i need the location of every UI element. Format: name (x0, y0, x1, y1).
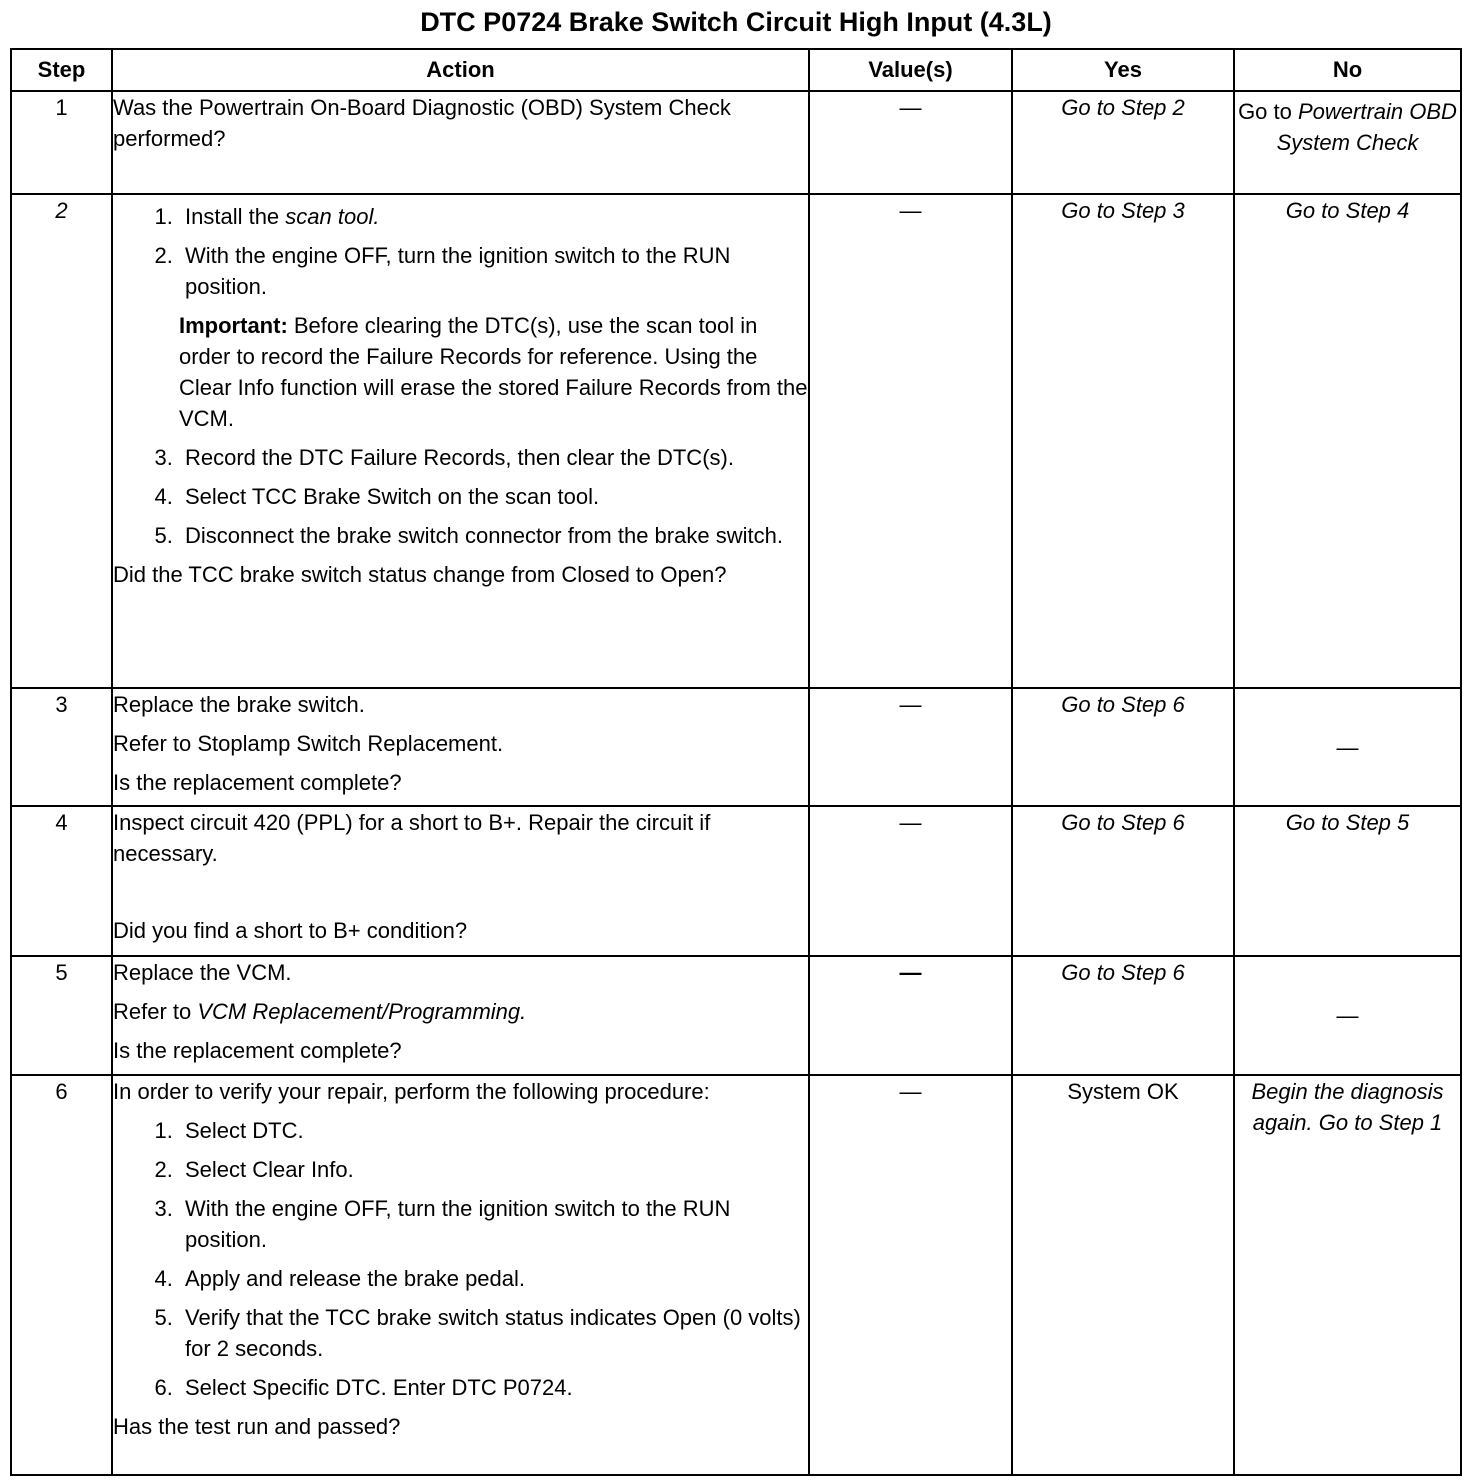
action-line: Replace the brake switch. (113, 692, 365, 717)
item-link: scan tool. (285, 204, 380, 229)
list-item: 3. Record the DTC Failure Records, then clear the DTC(s). (179, 442, 808, 473)
table-row (11, 806, 1461, 956)
no-prefix: Go to (1238, 99, 1298, 124)
action-cell (112, 688, 809, 806)
header-action: Action (112, 49, 809, 91)
action-line: Refer to Stoplamp Switch Replacement. (113, 731, 504, 756)
table-row (11, 194, 1461, 688)
value-cell: — (809, 688, 1012, 806)
header-values: Value(s) (809, 49, 1012, 91)
no-cell: Begin the diagnosis again. Go to Step 1 (1234, 1075, 1461, 1475)
value-cell: — (809, 91, 1012, 194)
action-question: Did the TCC brake switch status change from Closed to Open? (113, 562, 727, 587)
yes-cell: Go to Step 6 (1012, 956, 1234, 1075)
action-line: Inspect circuit 420 (PPL) for a short to B+. Repair the circuit if necessary. (113, 810, 711, 866)
table-row (11, 1075, 1461, 1475)
action-cell (112, 194, 809, 688)
refer-prefix: Refer to (113, 999, 198, 1024)
no-cell: Go to Step 4 (1234, 194, 1461, 688)
no-cell: — (1234, 956, 1461, 1075)
important-label: Important: (179, 313, 288, 338)
list-item: 6. Select Specific DTC. Enter DTC P0724. (179, 1372, 808, 1403)
page-title: DTC P0724 Brake Switch Circuit High Input (4.3L) (420, 7, 1052, 37)
refer-link: VCM Replacement/Programming. (197, 999, 527, 1024)
no-cell: Go to Step 5 (1234, 806, 1461, 956)
list-item: 2. Select Clear Info. (179, 1154, 808, 1185)
step-number: 2 (11, 194, 112, 688)
value-cell: — (809, 956, 1012, 1075)
yes-cell: Go to Step 3 (1012, 194, 1234, 688)
value-cell: — (809, 806, 1012, 956)
yes-cell: Go to Step 6 (1012, 806, 1234, 956)
no-link: Powertrain OBD System Check (1276, 99, 1457, 155)
step-list (113, 201, 808, 302)
step-number: 4 (11, 806, 112, 956)
list-item: 2. With the engine OFF, turn the ignition switch to the RUN position. (179, 240, 808, 302)
table-header-row (11, 49, 1461, 91)
step-number: 5 (11, 956, 112, 1075)
yes-cell: Go to Step 6 (1012, 688, 1234, 806)
item-text: Install the (185, 204, 286, 229)
action-line (113, 996, 808, 1027)
no-cell: — (1234, 688, 1461, 806)
value-cell: — (809, 194, 1012, 688)
table-row (11, 956, 1461, 1075)
no-cell (1234, 91, 1461, 194)
action-line: Replace the VCM. (113, 960, 292, 985)
important-text: Before clearing the DTC(s), use the scan tool in order to record the Failure Records for reference. Using the Clear Info function will erase the stored Failure Records from the VCM. (179, 313, 808, 431)
action-cell (112, 956, 809, 1075)
step-number: 6 (11, 1075, 112, 1475)
action-question: Is the replacement complete? (113, 770, 402, 795)
list-item: 4. Apply and release the brake pedal. (179, 1263, 808, 1294)
header-step: Step (11, 49, 112, 91)
list-item (179, 201, 808, 232)
header-yes: Yes (1012, 49, 1234, 91)
table-row (11, 91, 1461, 194)
step-list (113, 1115, 808, 1403)
step-number: 1 (11, 91, 112, 194)
table-row (11, 688, 1461, 806)
action-question: Did you find a short to B+ condition? (113, 918, 468, 943)
step-number: 3 (11, 688, 112, 806)
action-intro: In order to verify your repair, perform the following procedure: (113, 1079, 710, 1104)
value-cell: — (809, 1075, 1012, 1475)
diagnostic-table (10, 48, 1462, 1476)
action-question: Is the replacement complete? (113, 1038, 402, 1063)
header-no: No (1234, 49, 1461, 91)
step-list (113, 442, 808, 551)
list-item: 3. With the engine OFF, turn the ignition switch to the RUN position. (179, 1193, 808, 1255)
important-note (179, 310, 808, 434)
action-cell (112, 1075, 809, 1475)
yes-cell: Go to Step 2 (1012, 91, 1234, 194)
action-question: Has the test run and passed? (113, 1414, 401, 1439)
action-question: Was the Powertrain On-Board Diagnostic (OBD) System Check performed? (113, 95, 731, 151)
action-cell (112, 91, 809, 194)
yes-cell: System OK (1012, 1075, 1234, 1475)
action-cell (112, 806, 809, 956)
list-item: 4. Select TCC Brake Switch on the scan tool. (179, 481, 808, 512)
list-item: 5. Verify that the TCC brake switch status indicates Open (0 volts) for 2 seconds. (179, 1302, 808, 1364)
list-item: 5. Disconnect the brake switch connector from the brake switch. (179, 520, 808, 551)
list-item: 1. Select DTC. (179, 1115, 808, 1146)
